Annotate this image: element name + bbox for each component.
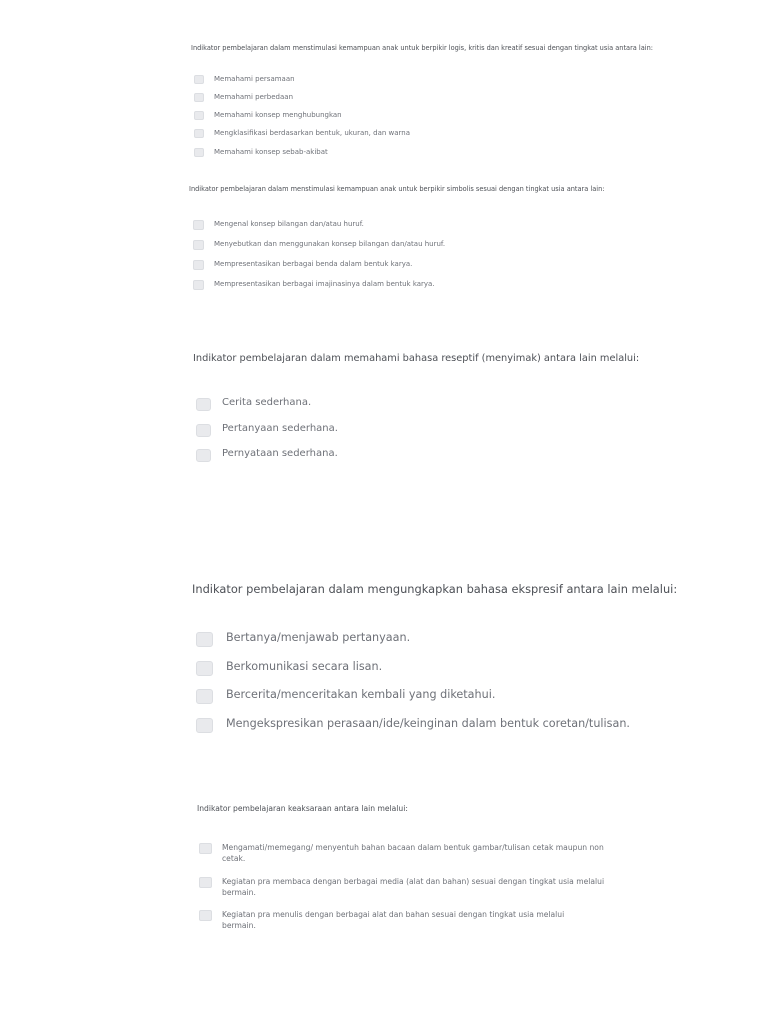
section-title: Indikator pembelajaran dalam memahami bahasa reseptif (menyimak) antara lain melalui: bbox=[193, 353, 640, 364]
checkbox[interactable] bbox=[194, 111, 204, 120]
checkbox[interactable] bbox=[194, 129, 204, 138]
checklist-item-label: Menyebutkan dan menggunakan konsep bilangan dan/atau huruf. bbox=[214, 240, 446, 248]
checklist-item-label: Kegiatan pra menulis dengan berbagai alat dan bahan sesuai dengan tingkat usia melalui bermain. bbox=[222, 910, 565, 930]
checklist-item[interactable] bbox=[194, 129, 410, 138]
checklist-item[interactable] bbox=[194, 93, 293, 102]
checklist-item[interactable] bbox=[193, 260, 412, 270]
checklist-item[interactable] bbox=[194, 111, 342, 120]
checklist-item[interactable] bbox=[199, 842, 619, 864]
checklist-item[interactable] bbox=[196, 688, 495, 704]
checklist-item[interactable] bbox=[193, 240, 445, 250]
checklist-item-label: Memahami konsep sebab-akibat bbox=[214, 148, 328, 156]
checklist-item[interactable] bbox=[199, 909, 619, 931]
checkbox[interactable] bbox=[193, 280, 204, 290]
checklist-item-label: Pernyataan sederhana. bbox=[222, 448, 338, 459]
checklist-item-label: Pertanyaan sederhana. bbox=[222, 423, 338, 434]
checkbox[interactable] bbox=[199, 843, 212, 854]
checkbox[interactable] bbox=[196, 424, 211, 437]
checklist-item-label: Berkomunikasi secara lisan. bbox=[226, 660, 383, 673]
checkbox[interactable] bbox=[194, 75, 204, 84]
section-title: Indikator pembelajaran dalam menstimulasi kemampuan anak untuk berpikir logis, kritis dan kreatif sesuai dengan tingkat usia antara lain: bbox=[191, 44, 654, 52]
checkbox[interactable] bbox=[196, 398, 211, 411]
checkbox[interactable] bbox=[193, 260, 204, 270]
section-literacy bbox=[187, 783, 709, 949]
checkbox[interactable] bbox=[193, 240, 204, 250]
section-receptive-language bbox=[193, 353, 673, 473]
checkbox[interactable] bbox=[196, 661, 213, 676]
checkbox[interactable] bbox=[196, 689, 213, 704]
checklist-item[interactable] bbox=[196, 660, 382, 676]
checklist-item-label: Bercerita/menceritakan kembali yang diketahui. bbox=[226, 688, 496, 701]
checklist-item[interactable] bbox=[196, 397, 311, 411]
checklist-item-label: Mengamati/memegang/ menyentuh bahan bacaan dalam bentuk gambar/tulisan cetak maupun non cetak. bbox=[222, 843, 604, 863]
checklist-item-label: Mengenal konsep bilangan dan/atau huruf. bbox=[214, 220, 364, 228]
checklist-item[interactable] bbox=[196, 717, 630, 733]
checkbox[interactable] bbox=[193, 220, 204, 230]
checklist-item-label: Mengklasifikasi berdasarkan bentuk, ukuran, dan warna bbox=[214, 129, 411, 137]
checklist-item-label: Mempresentasikan berbagai imajinasinya dalam bentuk karya. bbox=[214, 280, 435, 288]
checklist-item-label: Kegiatan pra membaca dengan berbagai media (alat dan bahan) sesuai dengan tingkat usia melalui bermain. bbox=[222, 877, 605, 897]
checklist-item-label: Mengekspresikan perasaan/ide/keinginan dalam bentuk coretan/tulisan. bbox=[226, 717, 630, 730]
checkbox[interactable] bbox=[199, 877, 212, 888]
checklist-item[interactable] bbox=[193, 220, 364, 230]
section-logical-thinking bbox=[191, 44, 719, 160]
checklist-item[interactable] bbox=[199, 876, 619, 898]
checklist-item-label: Memahami perbedaan bbox=[214, 93, 294, 101]
section-expressive-language bbox=[192, 582, 712, 742]
checkbox[interactable] bbox=[199, 910, 212, 921]
checklist-item-label: Cerita sederhana. bbox=[222, 397, 312, 408]
section-symbolic-thinking bbox=[189, 185, 709, 295]
checkbox[interactable] bbox=[196, 632, 213, 647]
section-title: Indikator pembelajaran keaksaraan antara lain melalui: bbox=[197, 804, 408, 813]
checklist-item-label: Mempresentasikan berbagai benda dalam bentuk karya. bbox=[214, 260, 413, 268]
section-title: Indikator pembelajaran dalam mengungkapkan bahasa ekspresif antara lain melalui: bbox=[192, 582, 678, 596]
checklist-item[interactable] bbox=[196, 448, 338, 462]
section-title: Indikator pembelajaran dalam menstimulasi kemampuan anak untuk berpikir simbolis sesuai dengan tingkat usia antara lain: bbox=[189, 185, 605, 193]
checklist-item[interactable] bbox=[196, 631, 410, 647]
checkbox[interactable] bbox=[196, 718, 213, 733]
checkbox[interactable] bbox=[194, 148, 204, 157]
checklist-item[interactable] bbox=[194, 148, 328, 157]
checkbox[interactable] bbox=[194, 93, 204, 102]
checkbox[interactable] bbox=[196, 449, 211, 462]
checklist-item[interactable] bbox=[196, 423, 338, 437]
checklist-item-label: Bertanya/menjawab pertanyaan. bbox=[226, 631, 411, 644]
checklist-item-label: Memahami persamaan bbox=[214, 75, 295, 83]
checklist-item-label: Memahami konsep menghubungkan bbox=[214, 111, 342, 119]
checklist-item[interactable] bbox=[193, 280, 435, 290]
checklist-item[interactable] bbox=[194, 75, 295, 84]
